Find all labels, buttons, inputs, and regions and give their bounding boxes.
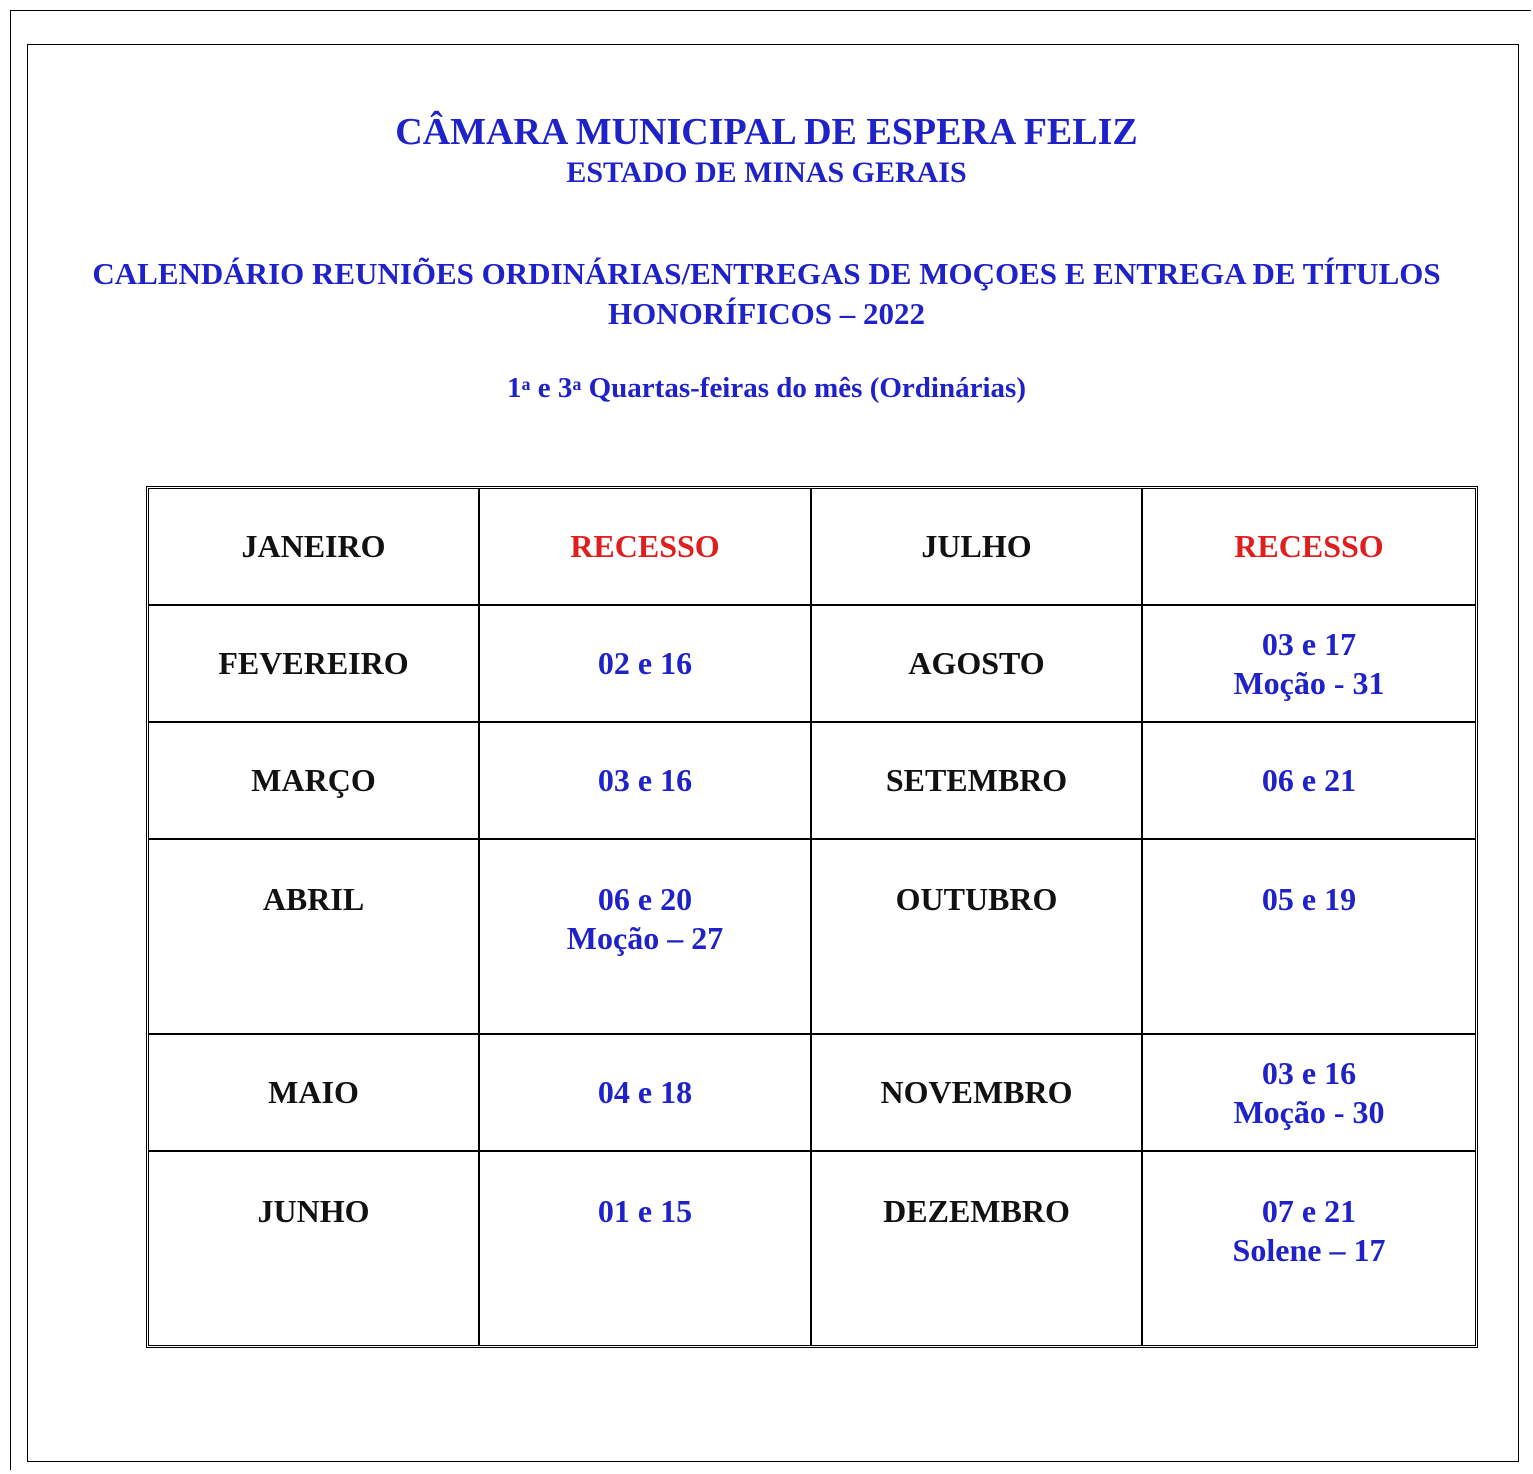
calendar-row — [149, 1152, 1475, 1345]
month-cell-setembro: SETEMBRO — [812, 723, 1143, 840]
dates-cell-marco — [480, 723, 812, 840]
calendar-title-line2: HONORÍFICOS – 2022 — [608, 296, 925, 331]
meeting-calendar-table — [146, 486, 1478, 1348]
month-cell-julho: JULHO — [812, 489, 1143, 606]
month-cell-agosto: AGOSTO — [812, 606, 1143, 723]
meeting-dates: 01 e 15 — [597, 1193, 693, 1229]
recess-label: RECESSO — [570, 528, 720, 564]
meeting-schedule-subtitle — [0, 372, 1533, 405]
motion-date: Moção – 27 — [566, 920, 724, 956]
month-cell-maio: MAIO — [149, 1035, 480, 1152]
motion-date: Moção - 31 — [1233, 664, 1385, 701]
subtitle-ordinal-first: a — [521, 374, 531, 394]
calendar-row — [149, 1035, 1475, 1152]
month-cell-junho: JUNHO — [149, 1152, 480, 1345]
meeting-dates: 04 e 18 — [597, 1074, 693, 1110]
meeting-dates: 06 e 20 — [597, 881, 693, 917]
dates-cell-dezembro — [1143, 1152, 1475, 1345]
calendar-row — [149, 489, 1475, 606]
dates-cell-fevereiro — [480, 606, 812, 723]
meeting-dates: 02 e 16 — [597, 645, 693, 681]
solemn-session-date: Solene – 17 — [1232, 1232, 1386, 1268]
month-cell-marco: MARÇO — [149, 723, 480, 840]
month-cell-fevereiro: FEVEREIRO — [149, 606, 480, 723]
dates-cell-setembro — [1143, 723, 1475, 840]
calendar-row — [149, 840, 1475, 1035]
organization-title: CÂMARA MUNICIPAL DE ESPERA FELIZ — [395, 111, 1138, 153]
calendar-row — [149, 723, 1475, 840]
dates-cell-junho — [480, 1152, 812, 1345]
dates-cell-abril — [480, 840, 812, 1035]
month-cell-janeiro: JANEIRO — [149, 489, 480, 606]
subtitle-ordinal-second: a — [572, 374, 582, 394]
month-cell-abril: ABRIL — [149, 840, 480, 1035]
meeting-dates: 06 e 21 — [1261, 762, 1357, 798]
subtitle-joiner: e — [530, 372, 558, 404]
meeting-dates: 05 e 19 — [1261, 881, 1357, 917]
month-cell-novembro: NOVEMBRO — [812, 1035, 1143, 1152]
state-subtitle: ESTADO DE MINAS GERAIS — [566, 156, 967, 189]
calendar-title-line1: CALENDÁRIO REUNIÕES ORDINÁRIAS/ENTREGAS DE MOÇOES E ENTREGA DE TÍTULOS — [92, 256, 1441, 291]
dates-cell-outubro — [1143, 840, 1475, 1035]
meeting-dates: 03 e 17 — [1261, 625, 1357, 662]
month-cell-dezembro: DEZEMBRO — [812, 1152, 1143, 1345]
meeting-dates: 03 e 16 — [1261, 1054, 1357, 1091]
dates-cell-agosto — [1143, 606, 1475, 723]
meeting-dates: 07 e 21 — [1261, 1193, 1357, 1229]
dates-cell-novembro — [1143, 1035, 1475, 1152]
subtitle-number-first: 1 — [507, 372, 522, 404]
motion-date: Moção - 30 — [1233, 1093, 1385, 1130]
recess-label: RECESSO — [1234, 528, 1384, 564]
dates-cell-janeiro — [480, 489, 812, 606]
subtitle-text: Quartas-feiras do mês (Ordinárias) — [581, 372, 1026, 404]
calendar-row — [149, 606, 1475, 723]
month-cell-outubro: OUTUBRO — [812, 840, 1143, 1035]
dates-cell-maio — [480, 1035, 812, 1152]
dates-cell-julho — [1143, 489, 1475, 606]
subtitle-number-second: 3 — [557, 372, 573, 404]
meeting-dates: 03 e 16 — [597, 762, 693, 798]
